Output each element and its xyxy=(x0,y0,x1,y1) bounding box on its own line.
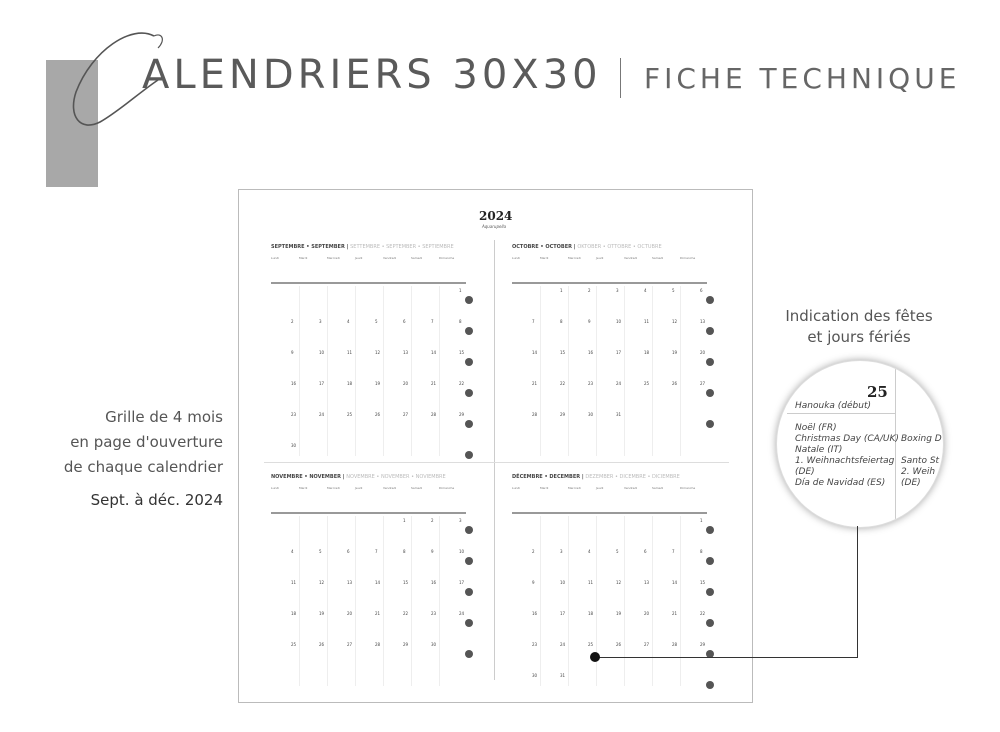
day-number: 8 xyxy=(560,319,563,324)
day-number: 19 xyxy=(616,611,622,616)
day-number: 6 xyxy=(644,549,647,554)
caption-line: de chaque calendrier xyxy=(63,458,223,476)
weekday-label: Dimanche xyxy=(439,486,455,490)
day-cells xyxy=(271,286,466,456)
day-number: 8 xyxy=(700,549,703,554)
day-number: 5 xyxy=(672,288,675,293)
day-number: 1 xyxy=(403,518,406,523)
column-line xyxy=(327,516,328,686)
weekday-label: Mercredi xyxy=(568,256,582,260)
day-cells xyxy=(512,516,707,686)
column-line xyxy=(540,516,541,686)
week-number-badge xyxy=(465,358,473,366)
day-number: 14 xyxy=(672,580,678,585)
day-number: 8 xyxy=(459,319,462,324)
weekday-label: Vendredi xyxy=(624,486,638,490)
day-number: 28 xyxy=(431,412,437,417)
holiday-entry: 1. Weihnachtsfeiertag xyxy=(795,456,895,466)
weekday-label: Mardi xyxy=(299,486,308,490)
column-line xyxy=(411,286,412,456)
weekday-label: Mercredi xyxy=(568,486,582,490)
holiday-entry-next-day: Santo St xyxy=(901,456,940,466)
weekday-label: Samedi xyxy=(652,486,664,490)
weekday-label: Samedi xyxy=(652,256,664,260)
day-number: 29 xyxy=(403,642,409,647)
magnifier-callout xyxy=(776,360,944,528)
day-number: 28 xyxy=(672,642,678,647)
horizontal-divider xyxy=(264,462,729,463)
weekday-label: Mardi xyxy=(540,486,549,490)
day-number: 20 xyxy=(700,350,706,355)
day-number: 19 xyxy=(672,350,678,355)
month-name: DÉCEMBRE • DECEMBER | xyxy=(512,474,586,480)
column-line xyxy=(383,516,384,686)
day-number: 27 xyxy=(700,381,706,386)
week-number-badge xyxy=(706,327,714,335)
day-number: 23 xyxy=(588,381,594,386)
holiday-entry: Christmas Day (CA/UK) xyxy=(795,434,899,444)
day-number: 16 xyxy=(291,381,297,386)
grid-description xyxy=(64,405,223,513)
day-number: 22 xyxy=(459,381,465,386)
week-number-badge xyxy=(706,358,714,366)
callout-caption-line: Indication des fêtes xyxy=(785,307,933,325)
week-number-badge xyxy=(465,389,473,397)
day-number: 18 xyxy=(644,350,650,355)
column-line xyxy=(411,516,412,686)
column-line xyxy=(680,516,681,686)
holiday-entry: (DE) xyxy=(795,467,815,477)
day-number: 22 xyxy=(403,611,409,616)
day-number: 3 xyxy=(616,288,619,293)
title-separator xyxy=(620,58,621,98)
column-line xyxy=(327,286,328,456)
day-number: 15 xyxy=(700,580,706,585)
weekday-label: Dimanche xyxy=(680,486,696,490)
weekday-label: Jeudi xyxy=(596,256,604,260)
day-number: 6 xyxy=(700,288,703,293)
day-number: 26 xyxy=(319,642,325,647)
day-number: 27 xyxy=(403,412,409,417)
day-number: 20 xyxy=(403,381,409,386)
day-number: 14 xyxy=(375,580,381,585)
day-number: 22 xyxy=(560,381,566,386)
holiday-entry: Noël (FR) xyxy=(795,423,837,433)
month-heading xyxy=(512,474,712,480)
day-number: 25 xyxy=(347,412,353,417)
callout-day-number: 25 xyxy=(867,383,888,401)
day-number: 21 xyxy=(375,611,381,616)
day-number: 11 xyxy=(588,580,594,585)
weekday-label: Lundi xyxy=(512,256,521,260)
weekday-label: Samedi xyxy=(411,256,423,260)
weekday-label: Mercredi xyxy=(327,486,341,490)
holiday-entry: Natale (IT) xyxy=(795,445,843,455)
leader-line xyxy=(597,657,858,658)
day-number: 26 xyxy=(616,642,622,647)
column-line xyxy=(568,516,569,686)
weekday-label: Samedi xyxy=(411,486,423,490)
day-number: 16 xyxy=(532,611,538,616)
caption-line: Grille de 4 mois xyxy=(105,408,223,426)
week-number-badge xyxy=(465,650,473,658)
week-number-badge xyxy=(465,526,473,534)
day-number: 3 xyxy=(319,319,322,324)
day-number: 4 xyxy=(644,288,647,293)
day-cells xyxy=(512,286,707,456)
month-name-foreign: SETTEMBRE • SEPTEMBER • SEPTIEMBRE xyxy=(350,244,454,250)
week-number-badge xyxy=(706,619,714,627)
day-number: 17 xyxy=(319,381,325,386)
weekday-label: Dimanche xyxy=(439,256,455,260)
day-number: 29 xyxy=(560,412,566,417)
day-number: 29 xyxy=(700,642,706,647)
month-name-foreign: NOVEMBRE • NOVEMBER • NOVIEMBRE xyxy=(346,474,446,480)
day-number: 15 xyxy=(403,580,409,585)
week-number-badge xyxy=(706,296,714,304)
day-number: 4 xyxy=(347,319,350,324)
day-number: 19 xyxy=(319,611,325,616)
day-number: 30 xyxy=(431,642,437,647)
day-number: 17 xyxy=(616,350,622,355)
weekday-label: Jeudi xyxy=(596,486,604,490)
month-name: NOVEMBRE • NOVEMBER | xyxy=(271,474,347,480)
day-number: 25 xyxy=(588,642,594,647)
day-number: 17 xyxy=(560,611,566,616)
month-rule xyxy=(512,282,707,284)
month-name-foreign: OKTOBER • OTTOBRE • OCTUBRE xyxy=(577,244,662,250)
day-number: 13 xyxy=(403,350,409,355)
weekday-label: Dimanche xyxy=(680,256,696,260)
column-line xyxy=(680,286,681,456)
day-number: 14 xyxy=(532,350,538,355)
day-number: 10 xyxy=(459,549,465,554)
day-number: 3 xyxy=(459,518,462,523)
day-number: 15 xyxy=(459,350,465,355)
day-number: 10 xyxy=(319,350,325,355)
calendar-year: 2024 xyxy=(479,209,513,223)
holiday-entry-next-day: 2. Weih xyxy=(901,467,936,477)
month-name: OCTOBRE • OCTOBER | xyxy=(512,244,578,250)
day-number: 20 xyxy=(644,611,650,616)
day-number: 9 xyxy=(431,549,434,554)
day-number: 14 xyxy=(431,350,437,355)
day-number: 25 xyxy=(291,642,297,647)
week-number-badge xyxy=(706,526,714,534)
day-number: 12 xyxy=(375,350,381,355)
week-number-badge xyxy=(465,588,473,596)
calendar-sheet xyxy=(238,189,753,703)
holiday-entry: Hanouka (début) xyxy=(795,401,872,411)
day-number: 30 xyxy=(532,673,538,678)
weekday-label: Lundi xyxy=(271,256,280,260)
day-number: 16 xyxy=(431,580,437,585)
weekday-label: Jeudi xyxy=(355,486,363,490)
month-heading xyxy=(271,244,471,250)
month-grid xyxy=(271,244,471,459)
day-number: 4 xyxy=(291,549,294,554)
weekday-label: Jeudi xyxy=(355,256,363,260)
day-number: 18 xyxy=(588,611,594,616)
column-line xyxy=(652,286,653,456)
weekday-label: Mardi xyxy=(299,256,308,260)
weekday-label: Vendredi xyxy=(624,256,638,260)
day-number: 6 xyxy=(347,549,350,554)
day-number: 21 xyxy=(672,611,678,616)
day-number: 1 xyxy=(560,288,563,293)
week-number-badge xyxy=(706,557,714,565)
day-number: 20 xyxy=(347,611,353,616)
holiday-entry-next-day: (DE) xyxy=(901,478,921,488)
week-number-badge xyxy=(706,420,714,428)
month-rule xyxy=(271,512,466,514)
day-number: 2 xyxy=(588,288,591,293)
day-number: 30 xyxy=(291,443,297,448)
day-number: 2 xyxy=(532,549,535,554)
day-cells xyxy=(271,516,466,686)
day-number: 31 xyxy=(616,412,622,417)
day-number: 26 xyxy=(375,412,381,417)
leader-line xyxy=(857,526,858,657)
month-grid xyxy=(271,474,471,689)
vertical-divider xyxy=(494,240,495,680)
day-number: 18 xyxy=(291,611,297,616)
day-number: 10 xyxy=(616,319,622,324)
column-line xyxy=(439,516,440,686)
day-number: 27 xyxy=(347,642,353,647)
weekday-label: Vendredi xyxy=(383,486,397,490)
page-title: ALENDRIERS 30X30 xyxy=(142,52,602,98)
callout-caption xyxy=(770,306,948,348)
day-number: 28 xyxy=(532,412,538,417)
day-number: 24 xyxy=(319,412,325,417)
column-line xyxy=(439,286,440,456)
column-line xyxy=(355,286,356,456)
day-number: 12 xyxy=(319,580,325,585)
day-number: 24 xyxy=(459,611,465,616)
day-number: 13 xyxy=(347,580,353,585)
month-name-foreign: DEZEMBER • DICEMBRE • DICIEMBRE xyxy=(585,474,680,480)
column-line xyxy=(540,286,541,456)
day-number: 9 xyxy=(291,350,294,355)
week-number-badge xyxy=(465,451,473,459)
day-number: 8 xyxy=(403,549,406,554)
month-name: SEPTEMBRE • SEPTEMBER | xyxy=(271,244,351,250)
weekday-label: Vendredi xyxy=(383,256,397,260)
day-number: 27 xyxy=(644,642,650,647)
column-line xyxy=(624,286,625,456)
day-number: 1 xyxy=(700,518,703,523)
day-number: 15 xyxy=(560,350,566,355)
day-number: 4 xyxy=(588,549,591,554)
day-number: 18 xyxy=(347,381,353,386)
month-heading xyxy=(512,244,712,250)
day-number: 24 xyxy=(560,642,566,647)
day-number: 7 xyxy=(431,319,434,324)
column-line xyxy=(596,286,597,456)
day-number: 28 xyxy=(375,642,381,647)
day-number: 19 xyxy=(375,381,381,386)
weekday-label: Mercredi xyxy=(327,256,341,260)
day-number: 16 xyxy=(588,350,594,355)
month-rule xyxy=(512,512,707,514)
week-number-badge xyxy=(465,557,473,565)
week-number-badge xyxy=(465,296,473,304)
caption-dates: Sept. à déc. 2024 xyxy=(90,491,223,509)
week-number-badge xyxy=(706,588,714,596)
calendar-brand: Aquarupella xyxy=(482,224,507,229)
caption-line: en page d'ouverture xyxy=(70,433,223,451)
day-number: 5 xyxy=(616,549,619,554)
day-number: 17 xyxy=(459,580,465,585)
column-line xyxy=(299,286,300,456)
day-number: 2 xyxy=(431,518,434,523)
day-number: 23 xyxy=(291,412,297,417)
week-number-badge xyxy=(706,389,714,397)
day-number: 5 xyxy=(319,549,322,554)
column-line xyxy=(383,286,384,456)
day-number: 11 xyxy=(291,580,297,585)
holiday-entry: Día de Navidad (ES) xyxy=(795,478,886,488)
page-subtitle: FICHE TECHNIQUE xyxy=(644,62,961,95)
week-number-badge xyxy=(465,619,473,627)
day-number: 11 xyxy=(347,350,353,355)
day-number: 29 xyxy=(459,412,465,417)
day-number: 6 xyxy=(403,319,406,324)
day-number: 7 xyxy=(532,319,535,324)
column-line xyxy=(299,516,300,686)
day-number: 11 xyxy=(644,319,650,324)
day-number: 5 xyxy=(375,319,378,324)
day-number: 21 xyxy=(532,381,538,386)
week-number-badge xyxy=(465,327,473,335)
month-heading xyxy=(271,474,471,480)
day-number: 21 xyxy=(431,381,437,386)
day-number: 10 xyxy=(560,580,566,585)
day-number: 23 xyxy=(532,642,538,647)
day-number: 13 xyxy=(700,319,706,324)
day-number: 25 xyxy=(644,381,650,386)
day-number: 24 xyxy=(616,381,622,386)
day-number: 13 xyxy=(644,580,650,585)
callout-cell-border xyxy=(787,413,895,414)
weekday-label: Lundi xyxy=(512,486,521,490)
weekday-label: Lundi xyxy=(271,486,280,490)
column-line xyxy=(568,286,569,456)
weekday-label: Mardi xyxy=(540,256,549,260)
day-number: 12 xyxy=(672,319,678,324)
day-number: 31 xyxy=(560,673,566,678)
day-number: 23 xyxy=(431,611,437,616)
holiday-entry-next-day: Boxing D xyxy=(901,434,942,444)
leader-dot xyxy=(590,652,600,662)
week-number-badge xyxy=(465,420,473,428)
day-number: 22 xyxy=(700,611,706,616)
column-line xyxy=(652,516,653,686)
day-number: 30 xyxy=(588,412,594,417)
day-number: 26 xyxy=(672,381,678,386)
day-number: 2 xyxy=(291,319,294,324)
callout-caption-line: et jours fériés xyxy=(807,328,911,346)
month-rule xyxy=(271,282,466,284)
day-number: 9 xyxy=(588,319,591,324)
month-grid xyxy=(512,244,712,459)
day-number: 3 xyxy=(560,549,563,554)
day-number: 7 xyxy=(375,549,378,554)
week-number-badge xyxy=(706,681,714,689)
day-number: 12 xyxy=(616,580,622,585)
day-number: 1 xyxy=(459,288,462,293)
column-line xyxy=(624,516,625,686)
day-number: 7 xyxy=(672,549,675,554)
column-line xyxy=(355,516,356,686)
day-number: 9 xyxy=(532,580,535,585)
